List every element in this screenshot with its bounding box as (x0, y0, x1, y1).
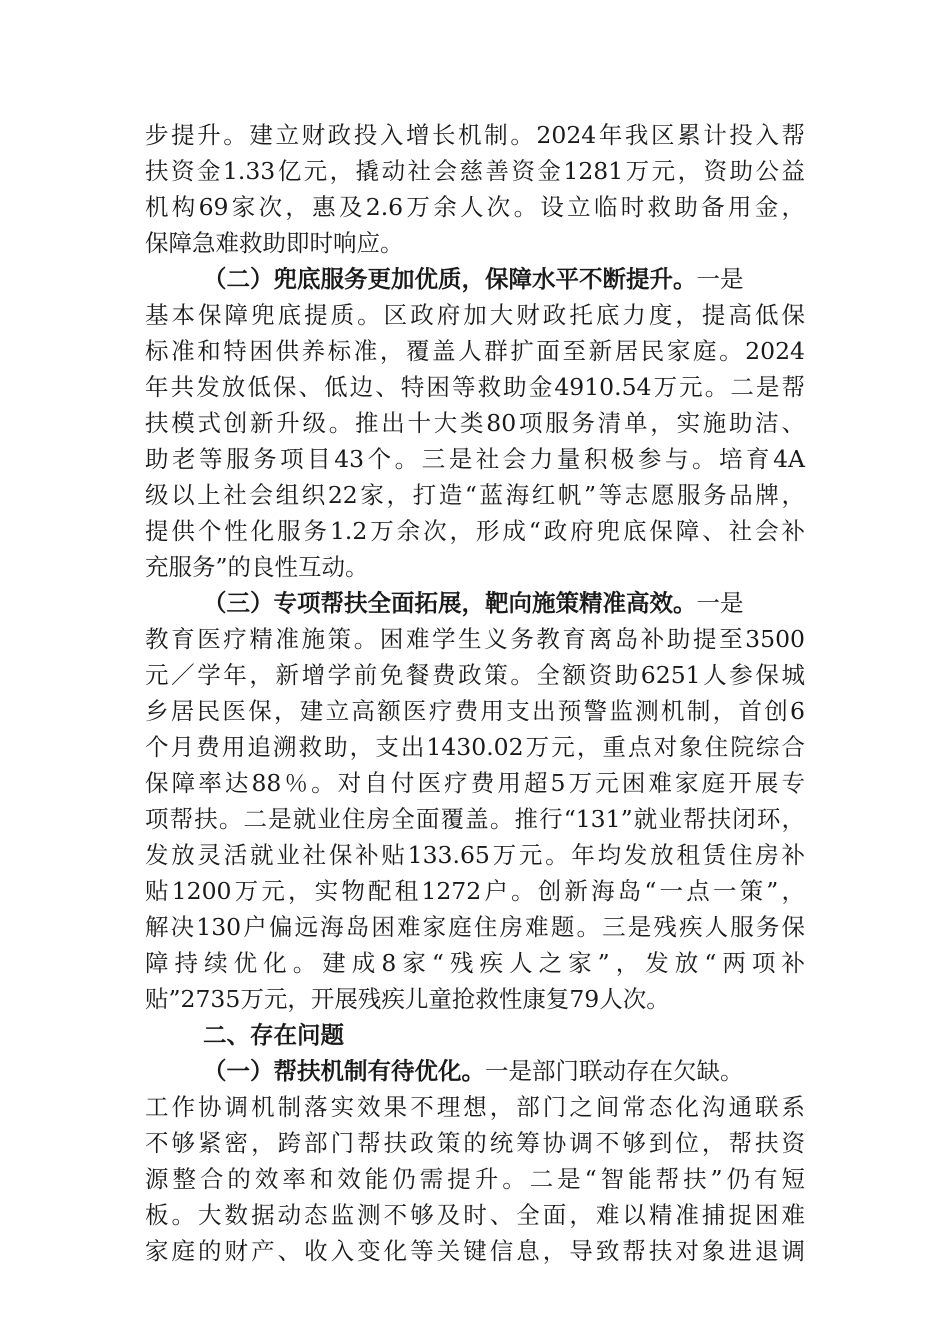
paragraph-line: 教育医疗精准施策。困难学生义务教育离岛补助提至3500 (145, 625, 805, 653)
paragraph-line: 障持续优化。建成8家“残疾人之家”，发放“两项补 (145, 949, 805, 977)
paragraph-text: 一是 (696, 589, 744, 617)
paragraph-line: 不够紧密，跨部门帮扶政策的统筹协调不够到位，帮扶资 (145, 1129, 805, 1157)
paragraph-line: 步提升。建立财政投入增长机制。2024年我区累计投入帮 (145, 121, 805, 149)
subsection-heading-3: （三）专项帮扶全面拓展，靶向施策精准高效。 (203, 589, 697, 617)
section-heading-line (203, 1053, 805, 1089)
section-heading-line (203, 585, 805, 621)
paragraph-text: 一是部门联动存在欠缺。 (485, 1057, 744, 1085)
paragraph-line: 贴1200万元，实物配租1272户。创新海岛“一点一策”， (145, 877, 805, 905)
section-heading-line (203, 261, 805, 297)
paragraph-line: 扶资金1.33亿元，撬动社会慈善资金1281万元，资助公益 (145, 157, 805, 185)
paragraph-line: 解决130户偏远海岛困难家庭住房难题。三是残疾人服务保 (145, 913, 805, 941)
paragraph-line: 保障率达88％。对自付医疗费用超5万元困难家庭开展专 (145, 769, 805, 797)
paragraph-line: 充服务”的良性互动。 (145, 553, 369, 581)
paragraph-line: 机构69家次，惠及2.6万余人次。设立临时救助备用金， (145, 193, 805, 221)
paragraph-line: 发放灵活就业社保补贴133.65万元。年均发放租赁住房补 (145, 841, 805, 869)
paragraph-line: 元／学年，新增学前免餐费政策。全额资助6251人参保城 (145, 661, 805, 689)
paragraph-line: 乡居民医保，建立高额医疗费用支出预警监测机制，首创6 (145, 697, 805, 725)
paragraph-line: 个月费用追溯救助，支出1430.02万元，重点对象住院综合 (145, 733, 805, 761)
subsection-heading-problem-1: （一）帮扶机制有待优化。 (203, 1057, 485, 1085)
paragraph-text: 一是 (696, 265, 744, 293)
section-heading-problems: 二、存在问题 (203, 1021, 344, 1049)
paragraph-line: 提供个性化服务1.2万余次，形成“政府兜底保障、社会补 (145, 517, 805, 545)
paragraph-line: 项帮扶。二是就业住房全面覆盖。推行“131”就业帮扶闭环， (145, 805, 805, 833)
paragraph-line: 基本保障兜底提质。区政府加大财政托底力度，提高低保 (145, 301, 805, 329)
paragraph-line: 标准和特困供养标准，覆盖人群扩面至新居民家庭。2024 (145, 337, 805, 365)
paragraph-line: 板。大数据动态监测不够及时、全面，难以精准捕捉困难 (145, 1201, 805, 1229)
paragraph-line: 工作协调机制落实效果不理想，部门之间常态化沟通联系 (145, 1093, 805, 1121)
subsection-heading-2: （二）兜底服务更加优质，保障水平不断提升。 (203, 265, 697, 293)
paragraph-line: 年共发放低保、低边、特困等救助金4910.54万元。二是帮 (145, 373, 805, 401)
paragraph-line: 助老等服务项目43个。三是社会力量积极参与。培育4A (145, 445, 805, 473)
paragraph-line: 家庭的财产、收入变化等关键信息，导致帮扶对象进退调 (145, 1237, 805, 1265)
paragraph-line: 保障急难救助即时响应。 (145, 229, 404, 257)
paragraph-line: 级以上社会组织22家，打造“蓝海红帆”等志愿服务品牌， (145, 481, 805, 509)
paragraph-line: 源整合的效率和效能仍需提升。二是“智能帮扶”仍有短 (145, 1165, 805, 1193)
paragraph-line: 扶模式创新升级。推出十大类80项服务清单，实施助洁、 (145, 409, 805, 437)
paragraph-line: 贴”2735万元，开展残疾儿童抢救性康复79人次。 (145, 985, 670, 1013)
